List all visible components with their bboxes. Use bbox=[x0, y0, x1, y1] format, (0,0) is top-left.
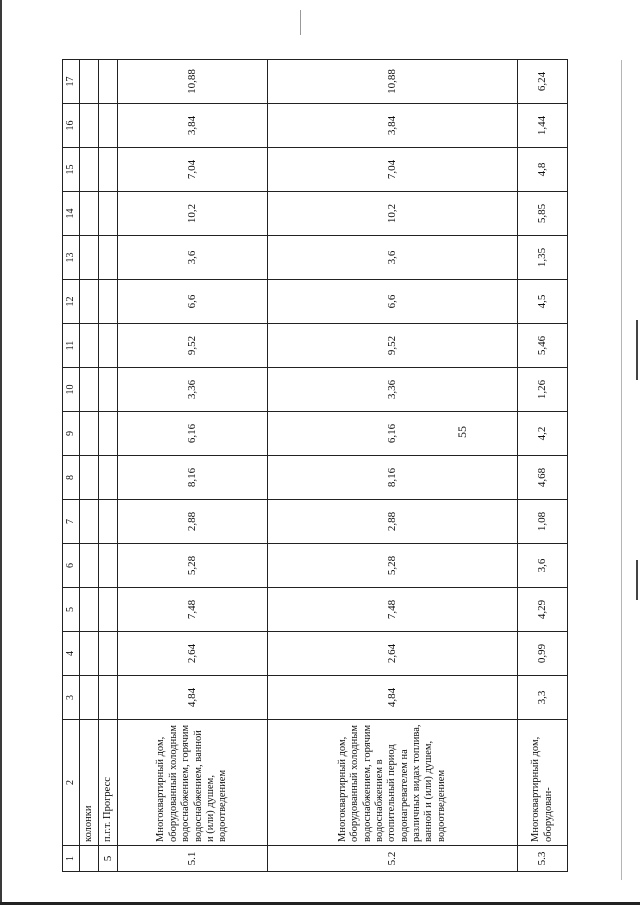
value-cell: 3,6 bbox=[518, 544, 568, 588]
value-cell: 3,6 bbox=[268, 236, 518, 280]
col-num: 7 bbox=[63, 500, 80, 544]
binding-mark bbox=[636, 320, 638, 380]
col-num: 10 bbox=[63, 368, 80, 412]
col-num: 17 bbox=[63, 60, 80, 104]
col-num: 8 bbox=[63, 456, 80, 500]
value-cell: 9,52 bbox=[268, 324, 518, 368]
value-cell: 4,2 bbox=[518, 412, 568, 456]
col-num: 14 bbox=[63, 192, 80, 236]
col-num: 11 bbox=[63, 324, 80, 368]
margin-rule bbox=[300, 10, 301, 35]
value-cell: 8,16 bbox=[118, 456, 268, 500]
value-cell: 3,36 bbox=[118, 368, 268, 412]
value-cell: 5,85 bbox=[518, 192, 568, 236]
value-cell: 6,24 bbox=[518, 60, 568, 104]
col-num: 3 bbox=[63, 676, 80, 720]
value-cell: 1,26 bbox=[518, 368, 568, 412]
row-description: Многоквартирный дом, оборудованный холодным водоснабжением, горячим водоснабжением, ванной и (или) душем, водоотведением bbox=[118, 720, 268, 846]
value-cell: 10,88 bbox=[268, 60, 518, 104]
col-num: 6 bbox=[63, 544, 80, 588]
margin-rule bbox=[621, 60, 622, 880]
value-cell: 8,16 bbox=[268, 456, 518, 500]
value-cell: 3,3 bbox=[518, 676, 568, 720]
value-cell: 7,48 bbox=[268, 588, 518, 632]
value-cell: 5,28 bbox=[118, 544, 268, 588]
col-num: 12 bbox=[63, 280, 80, 324]
value-cell: 6,6 bbox=[268, 280, 518, 324]
locality-name: п.г.т. Прогресс bbox=[99, 720, 118, 846]
value-cell: 4,8 bbox=[518, 148, 568, 192]
value-cell: 10,2 bbox=[118, 192, 268, 236]
continuation-label: колонки bbox=[80, 720, 99, 846]
tariff-table-rotated bbox=[62, 60, 554, 872]
value-cell: 2,64 bbox=[268, 632, 518, 676]
value-cell: 7,04 bbox=[118, 148, 268, 192]
value-cell: 7,48 bbox=[118, 588, 268, 632]
row-id: 5.3 bbox=[518, 846, 568, 872]
value-cell: 4,29 bbox=[518, 588, 568, 632]
col-num: 13 bbox=[63, 236, 80, 280]
row-id: 5.1 bbox=[118, 846, 268, 872]
value-cell: 10,88 bbox=[118, 60, 268, 104]
value-cell: 5,46 bbox=[518, 324, 568, 368]
value-cell: 4,84 bbox=[268, 676, 518, 720]
value-cell: 3,36 bbox=[268, 368, 518, 412]
table-row bbox=[518, 60, 568, 872]
value-cell: 3,6 bbox=[118, 236, 268, 280]
col-num: 15 bbox=[63, 148, 80, 192]
row-description: Многоквартирный дом, оборудован- bbox=[518, 720, 568, 846]
value-cell: 2,64 bbox=[118, 632, 268, 676]
value-cell: 7,04 bbox=[268, 148, 518, 192]
col-num: 9 bbox=[63, 412, 80, 456]
value-cell: 6,16 bbox=[118, 412, 268, 456]
value-cell: 1,08 bbox=[518, 500, 568, 544]
value-cell: 6,16 bbox=[268, 412, 518, 456]
row-description: Многоквартирный дом, оборудованный холодным водоснабжением, горячим водоснабжением в отопительный период водонагревателем на различных видах топлива, ванной и (или) душем, водоотведением bbox=[268, 720, 518, 846]
value-cell: 2,88 bbox=[268, 500, 518, 544]
value-cell: 0,99 bbox=[518, 632, 568, 676]
scan-edge bbox=[0, 0, 2, 905]
value-cell: 2,88 bbox=[118, 500, 268, 544]
locality-code: 5 bbox=[99, 846, 118, 872]
table-row bbox=[268, 60, 518, 872]
value-cell: 4,84 bbox=[118, 676, 268, 720]
column-number-row bbox=[63, 60, 80, 872]
col-num: 5 bbox=[63, 588, 80, 632]
value-cell: 3,84 bbox=[118, 104, 268, 148]
table-row bbox=[118, 60, 268, 872]
value-cell: 3,84 bbox=[268, 104, 518, 148]
value-cell: 1,44 bbox=[518, 104, 568, 148]
value-cell: 4,68 bbox=[518, 456, 568, 500]
row-id: 5.2 bbox=[268, 846, 518, 872]
continuation-row bbox=[80, 60, 99, 872]
col-num: 2 bbox=[63, 720, 80, 846]
value-cell: 1,35 bbox=[518, 236, 568, 280]
col-num: 16 bbox=[63, 104, 80, 148]
tariff-table bbox=[62, 59, 568, 872]
value-cell: 5,28 bbox=[268, 544, 518, 588]
locality-row bbox=[99, 60, 118, 872]
page-number: 55 bbox=[455, 426, 469, 438]
col-num: 1 bbox=[63, 846, 80, 872]
binding-mark bbox=[636, 560, 638, 600]
value-cell: 4,5 bbox=[518, 280, 568, 324]
value-cell: 10,2 bbox=[268, 192, 518, 236]
col-num: 4 bbox=[63, 632, 80, 676]
value-cell: 6,6 bbox=[118, 280, 268, 324]
value-cell: 9,52 bbox=[118, 324, 268, 368]
